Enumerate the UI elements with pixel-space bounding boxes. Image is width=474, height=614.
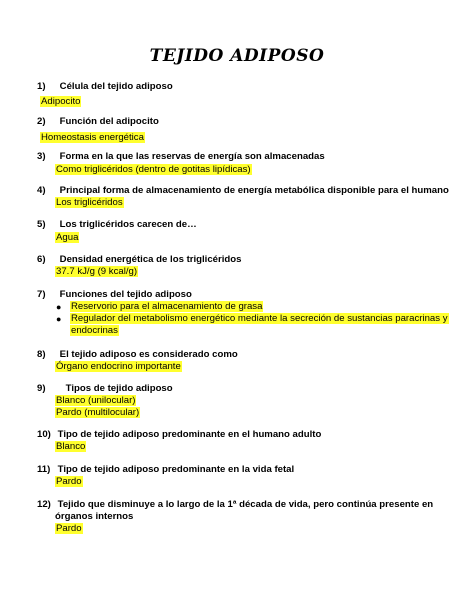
answer-highlight: Como triglicéridos (dentro de gotitas lipídicas) [56,164,251,175]
question-number: 2) [37,116,46,127]
question-text: Célula del tejido adiposo [59,81,173,92]
list-item-continuation [54,325,449,337]
answer-9a [55,395,136,407]
answer-highlight: Agua [56,232,79,243]
question-12-line-2: órganos internos [55,511,134,522]
question-3 [37,151,325,163]
answer-highlight: Regulador del metabolismo energético mediante la secreción de sustancias paracrinas y [71,313,448,324]
answer-3 [55,164,252,176]
question-text: Tipo de tejido adiposo predominante en la vida fetal [57,464,295,475]
answer-5 [55,232,79,244]
question-text: Principal forma de almacenamiento de energía metabólica disponible para el humano [59,185,449,196]
question-number: 9) [37,383,46,394]
question-text: El tejido adiposo es considerado como [59,349,238,360]
answer-highlight: Reservorio para el almacenamiento de grasa [71,301,263,312]
question-number: 1) [37,81,46,92]
question-number: 5) [37,219,46,230]
question-4 [37,185,449,197]
answer-10 [55,441,86,453]
answer-highlight: Pardo [56,523,82,534]
question-5 [37,219,197,231]
answer-highlight: Homeostasis energética [41,132,144,143]
question-9 [37,383,173,395]
answer-highlight: Los triglicéridos [56,197,123,208]
question-8 [37,349,238,361]
answer-highlight: Pardo (multilocular) [56,407,140,418]
question-text: Tejido que disminuye a lo largo de la 1ª década de vida, pero continúa presente en [57,499,434,510]
functions-list [54,301,449,337]
question-text: Tipo de tejido adiposo predominante en el humano adulto [57,429,322,440]
question-number: 10) [37,429,51,440]
question-text: Los triglicéridos carecen de… [59,219,197,230]
question-10 [37,429,321,441]
question-number: 11) [37,464,51,475]
answer-9b [55,407,140,419]
question-number: 3) [37,151,46,162]
answer-highlight: Pardo [56,476,82,487]
list-item [54,313,449,325]
answer-12 [55,523,83,535]
answer-4 [55,197,124,209]
question-1 [37,81,173,93]
answer-1 [40,96,81,108]
answer-6 [55,266,138,278]
question-number: 8) [37,349,46,360]
question-number: 12) [37,499,51,510]
answer-8 [55,361,182,373]
answer-highlight: Blanco (unilocular) [56,395,136,406]
answer-highlight: endocrinas [71,325,118,336]
question-text: Tipos de tejido adiposo [65,383,173,394]
answer-highlight: 37.7 kJ/g (9 kcal/g) [56,266,138,277]
answer-highlight: Adipocito [41,96,81,107]
question-number: 6) [37,254,46,265]
answer-highlight: Blanco [56,441,86,452]
question-11 [37,464,294,476]
question-number: 7) [37,289,46,300]
question-text: Forma en la que las reservas de energía son almacenadas [59,151,325,162]
answer-highlight: Órgano endocrino importante [56,361,181,372]
question-7 [37,289,192,301]
bullet-icon: ● [56,314,62,324]
question-number: 4) [37,185,46,196]
question-text: Densidad energética de los triglicéridos [59,254,242,265]
list-item [54,301,449,313]
question-6 [37,254,241,266]
question-text: Función del adipocito [59,116,159,127]
question-12 [37,499,433,511]
document-title: TEJIDO ADIPOSO [149,46,325,66]
answer-2 [40,132,145,144]
bullet-icon: ● [56,302,62,312]
question-2 [37,116,159,128]
question-text: Funciones del tejido adiposo [59,289,192,300]
answer-11 [55,476,83,488]
